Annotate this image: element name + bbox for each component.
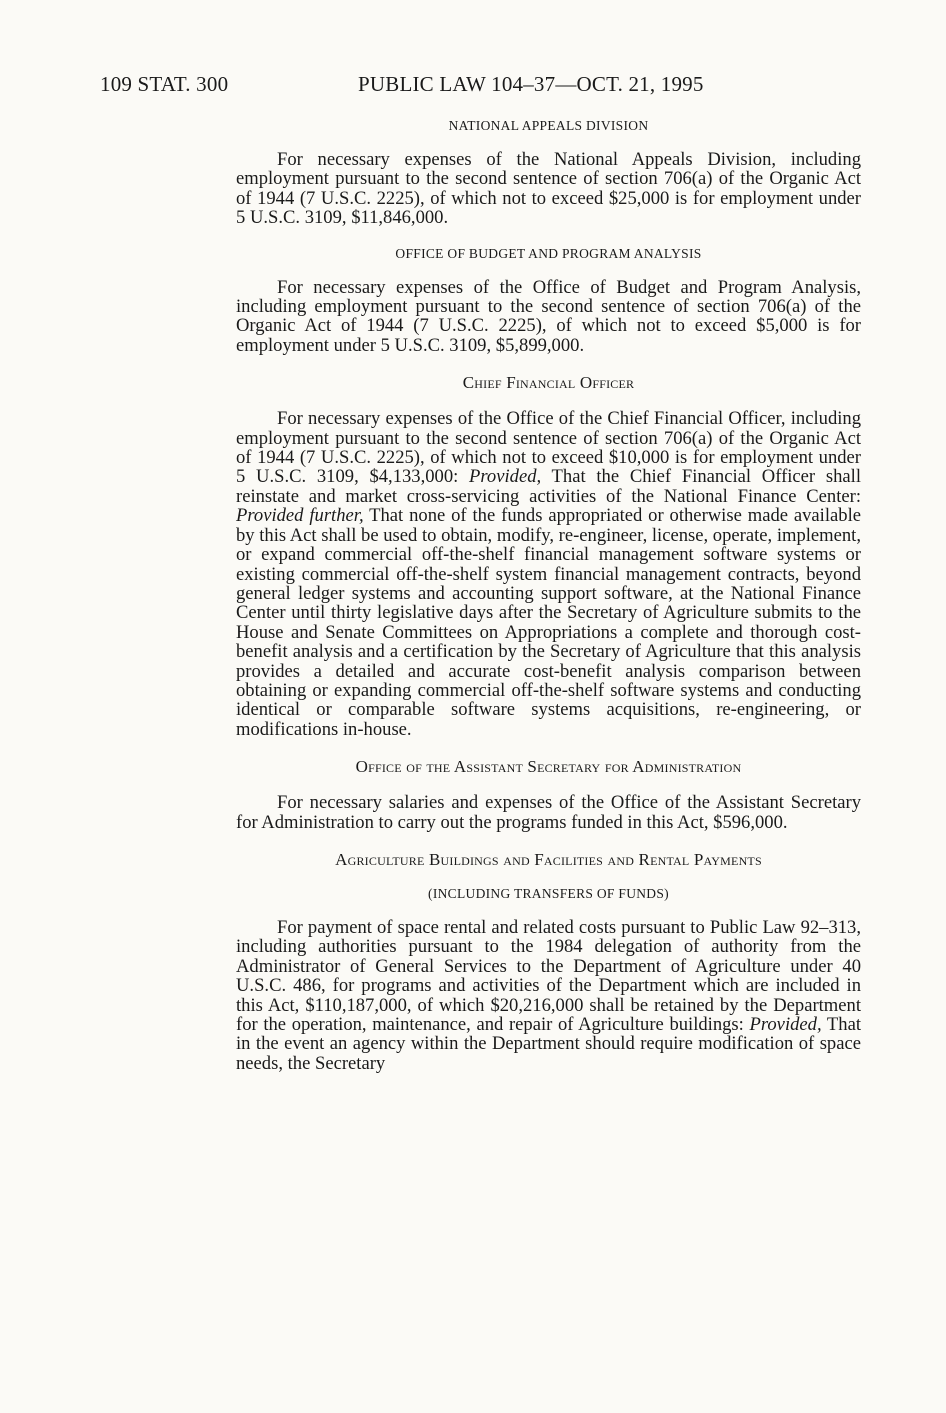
section-text-asst-secretary: For necessary salaries and expenses of the Office of the Assistant Secretary for Administration to carry out the programs funded in this Act, $596,000. — [236, 792, 861, 833]
section-text-buildings — [236, 918, 861, 1073]
section-text-budget-program: For necessary expenses of the Office of Budget and Program Analysis, including employment pursuant to the second sentence of section 706(a) of the Organic Act of 1944 (7 U.S.C. 2225), of which not to exceed $5,000 is for employment under 5 U.S.C. 3109, $5,899,000. — [236, 276, 861, 356]
cfo-text-part-3: That none of the funds appropriated or otherwise made available by this Act shall be used to obtain, modify, re-engineer, license, operate, implement, or expand commercial off-the-shelf financial management software systems or existing commercial off-the-shelf system financial management contracts, beyond general ledger systems and accounting support software, at the National Finance Center until thirty legislative days after the Secretary of Agriculture submits to the House and Senate Committees on Appropriations a complete and thorough cost-benefit analysis and a certification by the Secretary of Agriculture that this analysis provides a detailed and accurate cost-benefit analysis comparison between obtaining or expanding commercial off-the-shelf software systems and conducting identical or comparable software systems acquisitions, re-engineering, or modifications in-house. — [236, 505, 861, 740]
section-heading-national-appeals: NATIONAL APPEALS DIVISION — [448, 118, 649, 133]
cfo-text-part-1: For necessary expenses of the Office of the Chief Financial Officer, including employment pursuant to the second sentence of section 706(a) of the Organic Act of 1944 (7 U.S.C. 2225), of which not to exceed $10,000 is for employment under 5 U.S.C. 3109, $4,133,000: — [236, 408, 861, 488]
section-subheading-transfers: (INCLUDING TRANSFERS OF FUNDS) — [428, 885, 669, 901]
document-body — [236, 118, 861, 1091]
section-heading-cfo: Chief Financial Officer — [462, 373, 635, 393]
public-law-title: PUBLIC LAW 104–37—OCT. 21, 1995 — [358, 72, 704, 96]
cfo-text-part-2: That the Chief Financial Officer shall reinstate and market cross-servicing activities of the National Finance Center: — [236, 466, 861, 507]
cfo-proviso-2: Provided further, — [236, 505, 364, 527]
section-heading-buildings: Agriculture Buildings and Facilities and Rental Payments — [335, 849, 762, 869]
stat-page-number: 109 STAT. 300 — [100, 72, 229, 96]
buildings-text-part-1: For payment of space rental and related costs pursuant to Public Law 92–313, including authorities pursuant to the 1984 delegation of authority from the Administrator of General Services to the Department of Agriculture under 40 U.S.C. 486, for programs and activities of the Department which are included in this Act, $110,187,000, of which $20,216,000 shall be retained by the Department for the operation, maintenance, and repair of Agriculture buildings: — [236, 916, 861, 1035]
section-heading-budget-program: OFFICE OF BUDGET AND PROGRAM ANALYSIS — [395, 245, 702, 261]
section-text-national-appeals: For necessary expenses of the National Appeals Division, including employment pursuant to the second sentence of section 706(a) of the Organic Act of 1944 (7 U.S.C. 2225), of which not to exceed $25,000 is for employment under 5 U.S.C. 3109, $11,846,000. — [236, 149, 861, 229]
section-heading-asst-secretary: Office of the Assistant Secretary for Administration — [355, 757, 742, 777]
page-header — [100, 72, 760, 102]
cfo-proviso-1: Provided, — [469, 466, 542, 488]
section-text-cfo — [236, 409, 861, 739]
buildings-text-part-2: That in the event an agency within the Department should require modification of space needs, the Secretary — [236, 1014, 861, 1074]
buildings-proviso: Provided, — [749, 1014, 822, 1035]
